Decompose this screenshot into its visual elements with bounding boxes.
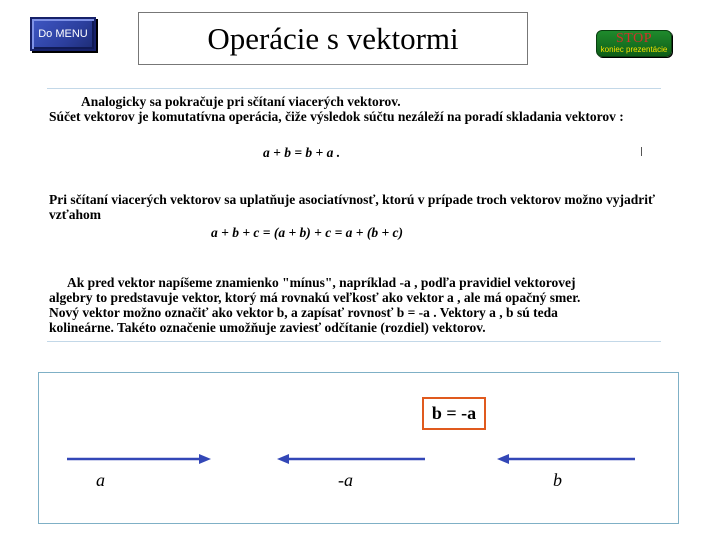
equation-highlight-box: b = -a <box>422 397 486 430</box>
paragraph-1-line-2: Súčet vektorov je komutatívna operácia, čiže výsledok súčtu nezáleží na poradí skladania vektorov : <box>49 109 624 124</box>
paragraph-3-line-1: Ak pred vektor napíšeme znamienko "mínus", napríklad -a , podľa pravidiel vektorovej <box>67 275 576 290</box>
paragraph-3-line-4: kolineárne. Takéto označenie umožňuje zaviesť odčítanie (rozdiel) vektorov. <box>49 320 486 335</box>
paragraph-1-line-1: Analogicky sa pokračuje pri sčítaní viacerých vektorov. <box>81 94 401 109</box>
stop-button-sublabel: koniec prezentácie <box>600 45 668 54</box>
vector-arrows <box>39 373 680 525</box>
vector-b-arrow <box>497 454 635 464</box>
page-title: Operácie s vektormi <box>207 20 459 56</box>
paragraph-3-line-2: algebry to predstavuje vektor, ktorý má rovnakú veľkosť ako vektor a , ale má opačný smer. <box>49 290 581 305</box>
vector-a-arrow <box>67 454 211 464</box>
paragraph-3-line-3: Nový vektor možno označiť ako vektor b, a zapísať rovnosť b = -a . Vektory a , b sú teda <box>49 305 558 320</box>
stop-button-label: STOP <box>616 31 652 46</box>
vector-neg-a-arrow <box>277 454 425 464</box>
text-panel <box>47 88 661 342</box>
vector-a-label: a <box>96 470 105 490</box>
formula-associative: a + b + c = (a + b) + c = a + (b + c) <box>211 225 403 240</box>
vector-b-label: b <box>553 470 562 490</box>
page-title-box <box>138 12 528 65</box>
paragraph-2: Pri sčítaní viacerých vektorov sa uplatňuje asociatívnosť, ktorú v prípade troch vektorov možno vyjadriť vzťahom <box>49 192 655 222</box>
text-cursor-mark <box>641 147 642 156</box>
formula-commutative: a + b = b + a . <box>263 145 341 160</box>
stop-button[interactable] <box>596 30 672 57</box>
vector-neg-a-label: -a <box>338 470 353 490</box>
menu-button-label: Do MENU <box>38 28 88 40</box>
menu-button[interactable] <box>30 17 96 51</box>
vector-diagram-panel <box>38 372 679 524</box>
